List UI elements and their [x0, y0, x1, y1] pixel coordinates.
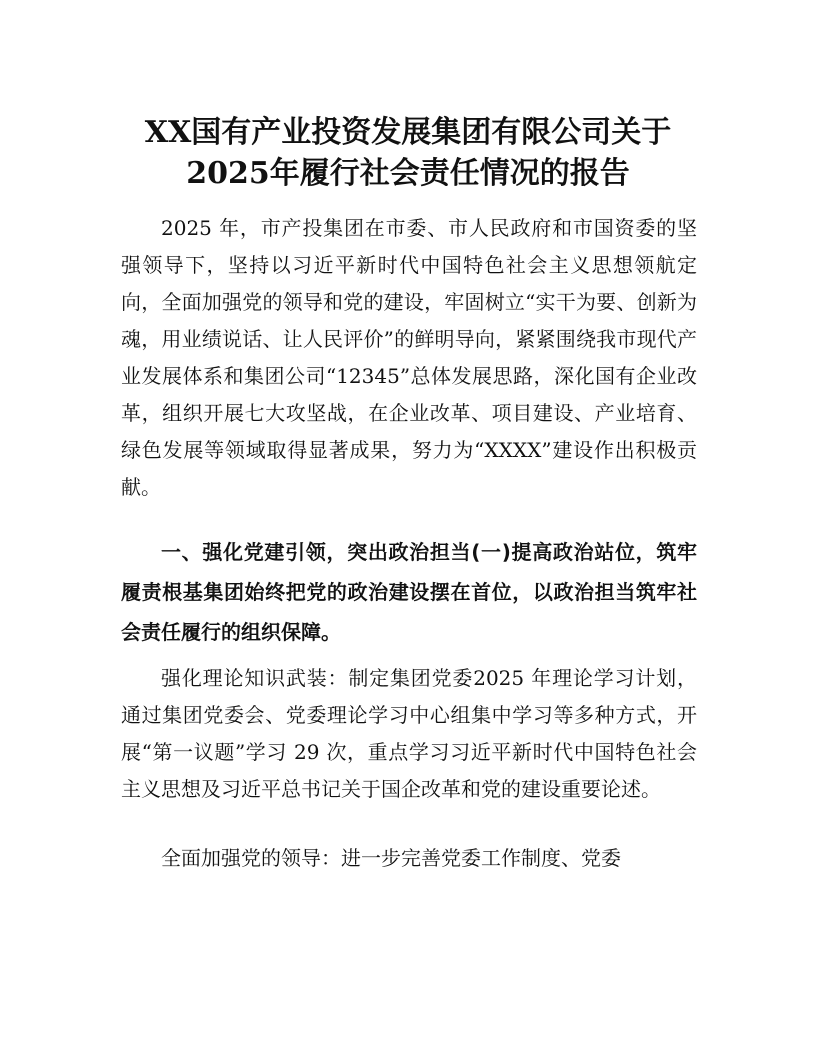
paragraph-theory-study: 强化理论知识武装：制定集团党委2025 年理论学习计划，通过集团党委会、党委理论学习中心组集中学习等多种方式，开展“第一议题”学习 29 次，重点学习习近平新时代中国特色社会主义思想及习近平总书记关于国企改革和党的建设重要论述。 — [121, 666, 697, 801]
section-heading-1: 一、强化党建引领，突出政治担当(一)提高政治站位，筑牢履责根基集团始终把党的政治建设摆在首位，以政治担当筑牢社会责任履行的组织保障。 — [121, 540, 697, 644]
document-title — [100, 112, 716, 194]
paragraph-intro: 2025 年，市产投集团在市委、市人民政府和市国资委的坚强领导下，坚持以习近平新时代中国特色社会主义思想领航定向，全面加强党的领导和党的建设，牢固树立“实干为要、创新为魂，用业绩说话、让人民评价”的鲜明导向，紧紧围绕我市现代产业发展体系和集团公司“12345”总体发展思路，深化国有企业改革，组织开展七大攻坚战，在企业改革、项目建设、产业培育、绿色发展等领域取得显著成果，努力为“XXXX”建设作出积极贡献。 — [121, 216, 697, 499]
title-line-1: XX国有产业投资发展集团有限公司关于 — [144, 115, 672, 150]
paragraph-party-leadership: 全面加强党的领导：进一步完善党委工作制度、党委 — [161, 846, 621, 870]
title-line-2: 2025年履行社会责任情况的报告 — [186, 156, 630, 191]
